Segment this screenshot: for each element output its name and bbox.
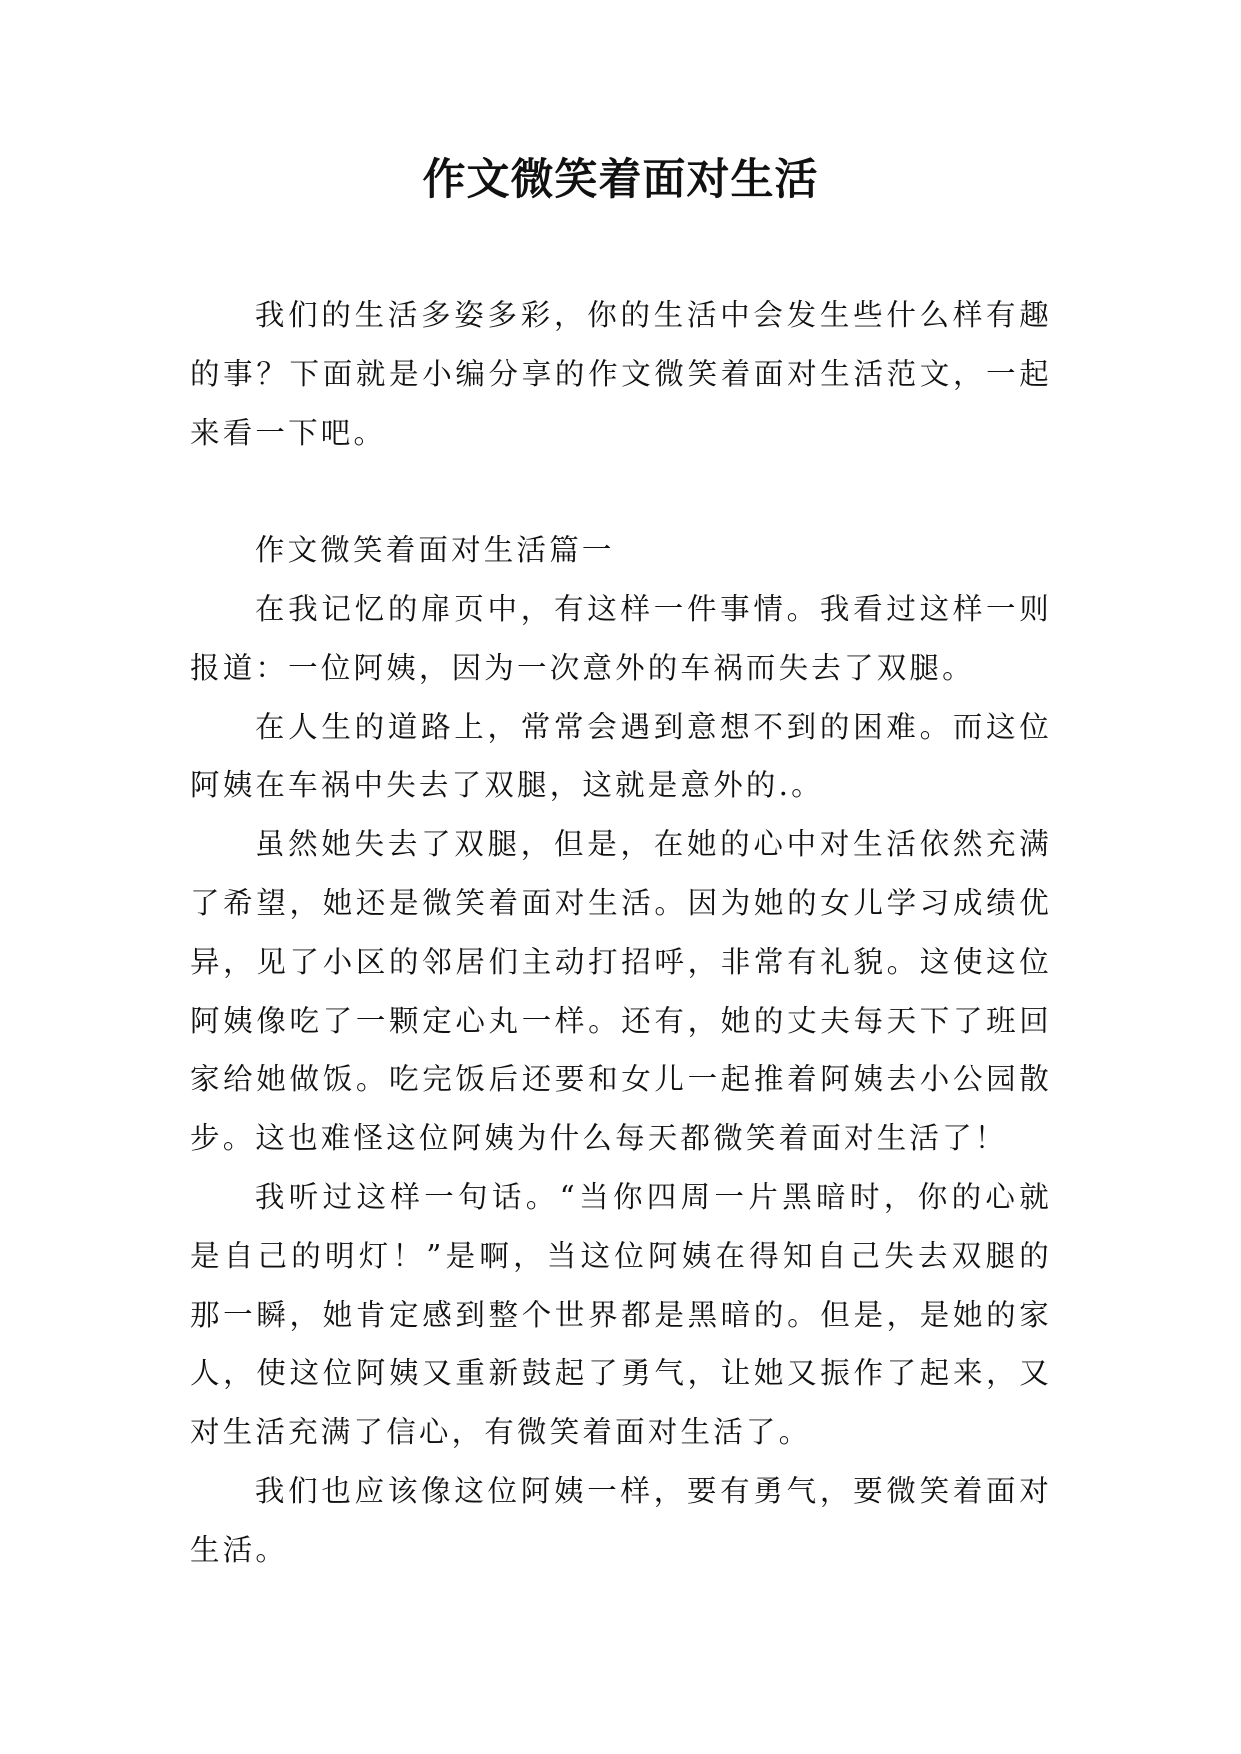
intro-paragraph: 我们的生活多姿多彩，你的生活中会发生些什么样有趣的事？下面就是小编分享的作文微笑着面对生活范文，一起来看一下吧。 — [190, 298, 1052, 450]
body-paragraph: 在人生的道路上，常常会遇到意想不到的困难。而这位阿姨在车祸中失去了双腿，这就是意外的.。 — [190, 709, 1052, 803]
closing-paragraph: 我们也应该像这位阿姨一样，要有勇气，要微笑着面对生活。 — [190, 1473, 1052, 1567]
body-paragraph: 虽然她失去了双腿，但是，在她的心中对生活依然充满了希望，她还是微笑着面对生活。因为她的女儿学习成绩优异，见了小区的邻居们主动打招呼，非常有礼貌。这使这位阿姨像吃了一颗定心丸一样。还有，她的丈夫每天下了班回家给她做饭。吃完饭后还要和女儿一起推着阿姨去小公园散步。这也难怪这位阿姨为什么每天都微笑着面对生活了！ — [190, 827, 1052, 1156]
document-title: 作文微笑着面对生活 — [422, 155, 819, 205]
document-body — [190, 286, 1052, 1580]
body-paragraph: 我听过这样一句话。“当你四周一片黑暗时，你的心就是自己的明灯！”是啊，当这位阿姨在得知自己失去双腿的那一瞬，她肯定感到整个世界都是黑暗的。但是，是她的家人，使这位阿姨又重新鼓起了勇气，让她又振作了起来，又对生活充满了信心，有微笑着面对生活了。 — [190, 1179, 1052, 1450]
section-heading: 作文微笑着面对生活篇一 — [254, 533, 615, 568]
body-paragraph: 在我记忆的扉页中，有这样一件事情。我看过这样一则报道：一位阿姨，因为一次意外的车祸而失去了双腿。 — [190, 591, 1052, 685]
